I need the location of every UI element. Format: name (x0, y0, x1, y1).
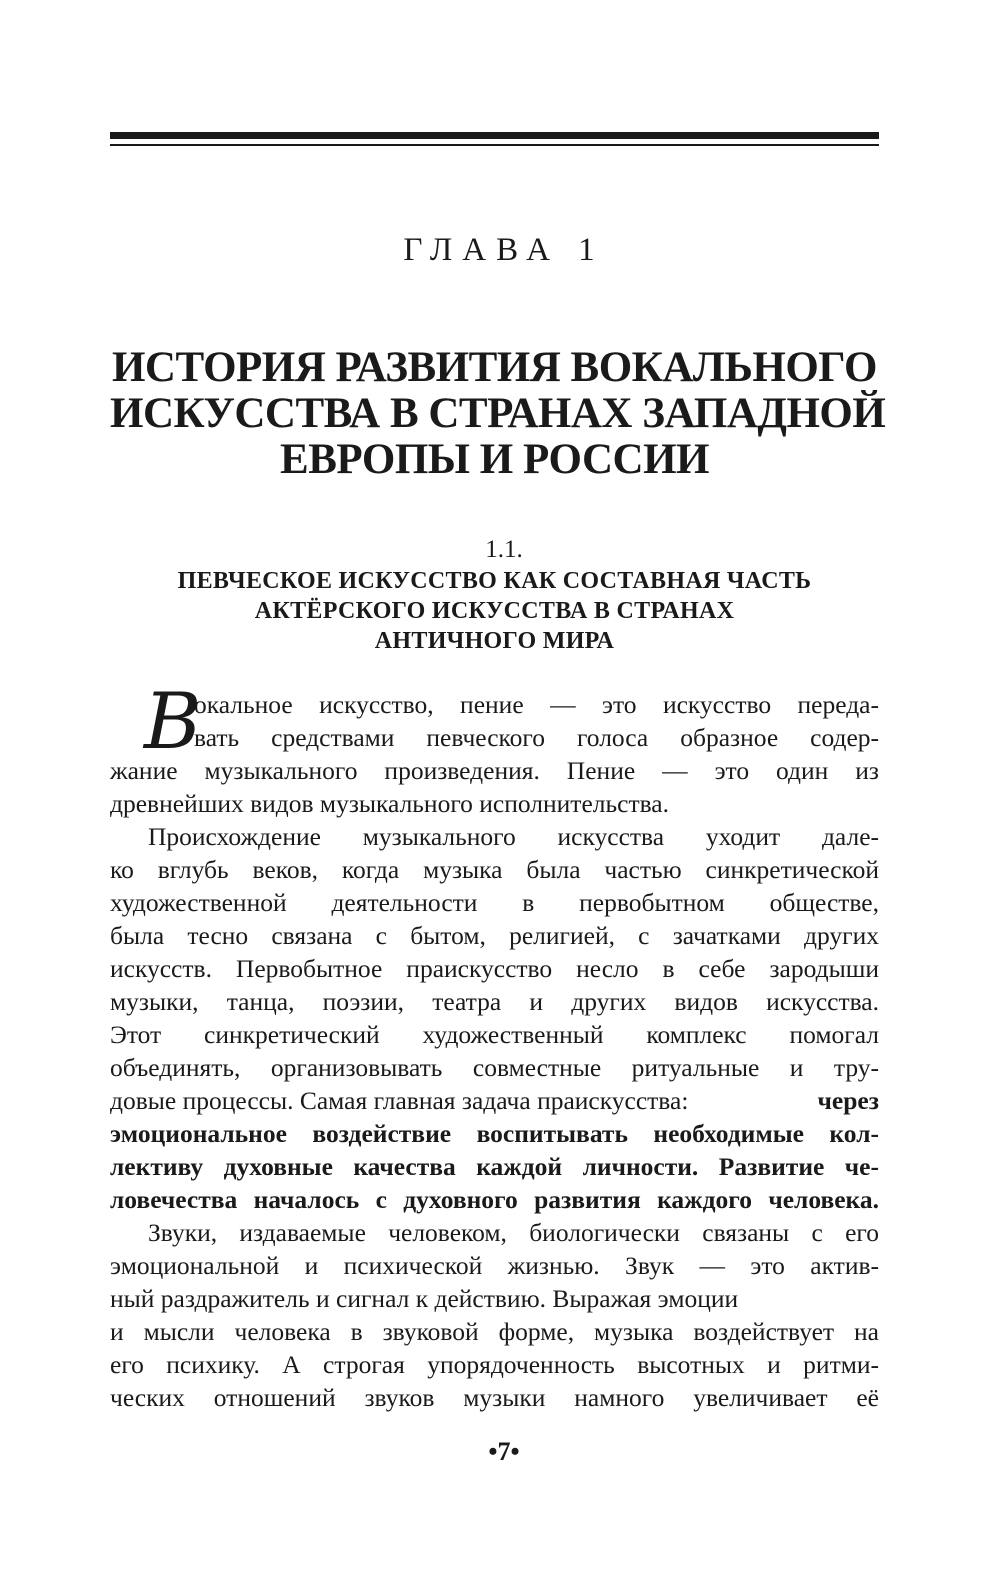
chapter-title-line: ЕВРОПЫ И РОССИИ (280, 436, 709, 483)
section-number: 1.1. (485, 536, 523, 563)
paragraph-line: ный раздражитель и сигнал к действию. Выражая эмоции (110, 1284, 739, 1313)
page-number: •7• (488, 1437, 520, 1466)
paragraph-line: эмоциональной и психической жизнью. Звук — это актив- (110, 1251, 879, 1280)
paragraph-line: окальное искусство, пение — это искусство переда- (194, 690, 879, 719)
chapter-label: ГЛАВА 1 (403, 232, 605, 268)
paragraph-line: Этот синкретический художественный комплекс помогал (110, 1020, 879, 1049)
section-title (110, 566, 879, 656)
paragraph-line: его психику. А строгая упорядоченность высотных и ритми- (110, 1350, 879, 1379)
paragraph-line: Происхождение музыкального искусства уходит дале- (148, 822, 879, 851)
paragraph-line: Звуки, издаваемые человеком, биологически связаны с его (148, 1218, 879, 1247)
paragraph-line-emphasis: лективу духовные качества каждой личности. Развитие че- (110, 1152, 879, 1181)
section-title-line: АКТЁРСКОГО ИСКУССТВА В СТРАНАХ (254, 598, 735, 624)
paragraph-line: и мысли человека в звуковой форме, музыка воздействует на (110, 1317, 879, 1346)
paragraph-line-emphasis: ловечества началось с духовного развития каждого человека. (110, 1185, 879, 1214)
paragraph-line-emphasis: через (817, 1086, 879, 1115)
paragraph-line-emphasis: эмоциональное воздействие воспитывать необходимые кол- (110, 1119, 879, 1148)
paragraph-line: была тесно связана с бытом, религией, с зачатками других (110, 921, 879, 950)
paragraph-line: музыки, танца, поэзии, театра и других видов искусства. (110, 987, 879, 1016)
paragraph-line (110, 1084, 879, 1117)
paragraph-line: жание музыкального произведения. Пение — это один из (110, 756, 879, 785)
header-rule-thin (110, 144, 879, 146)
paragraph-line: искусств. Первобытное праискусство несло в себе зародыши (110, 954, 879, 983)
section-title-line: ПЕВЧЕСКОЕ ИСКУССТВО КАК СОСТАВНАЯ ЧАСТЬ (177, 568, 812, 594)
paragraph-line: древнейших видов музыкального исполнительства. (110, 789, 669, 818)
paragraph-line-part: довые процессы. Самая главная задача праискусства: (110, 1086, 689, 1115)
paragraph-line: художественной деятельности в первобытном обществе, (110, 888, 879, 917)
paragraph-line: объединять, организовывать совместные ритуальные и тру- (110, 1053, 879, 1082)
chapter-title-line: ИСКУССТВА В СТРАНАХ ЗАПАДНОЙ (110, 390, 886, 437)
section-title-line: АНТИЧНОГО МИРА (374, 628, 615, 654)
drop-cap: В (144, 677, 202, 767)
paragraph-line: вать средствами певческого голоса образное содер- (194, 723, 879, 752)
paragraph-line: ческих отношений звуков музыки намного увеличивает её (110, 1383, 879, 1412)
paragraph-line: ко вглубь веков, когда музыка была частью синкретической (110, 855, 879, 884)
body-text (110, 677, 879, 1414)
chapter-title (110, 344, 886, 483)
chapter-title-line: ИСТОРИЯ РАЗВИТИЯ ВОКАЛЬНОГО (111, 344, 878, 391)
header-rule-thick (110, 132, 879, 139)
